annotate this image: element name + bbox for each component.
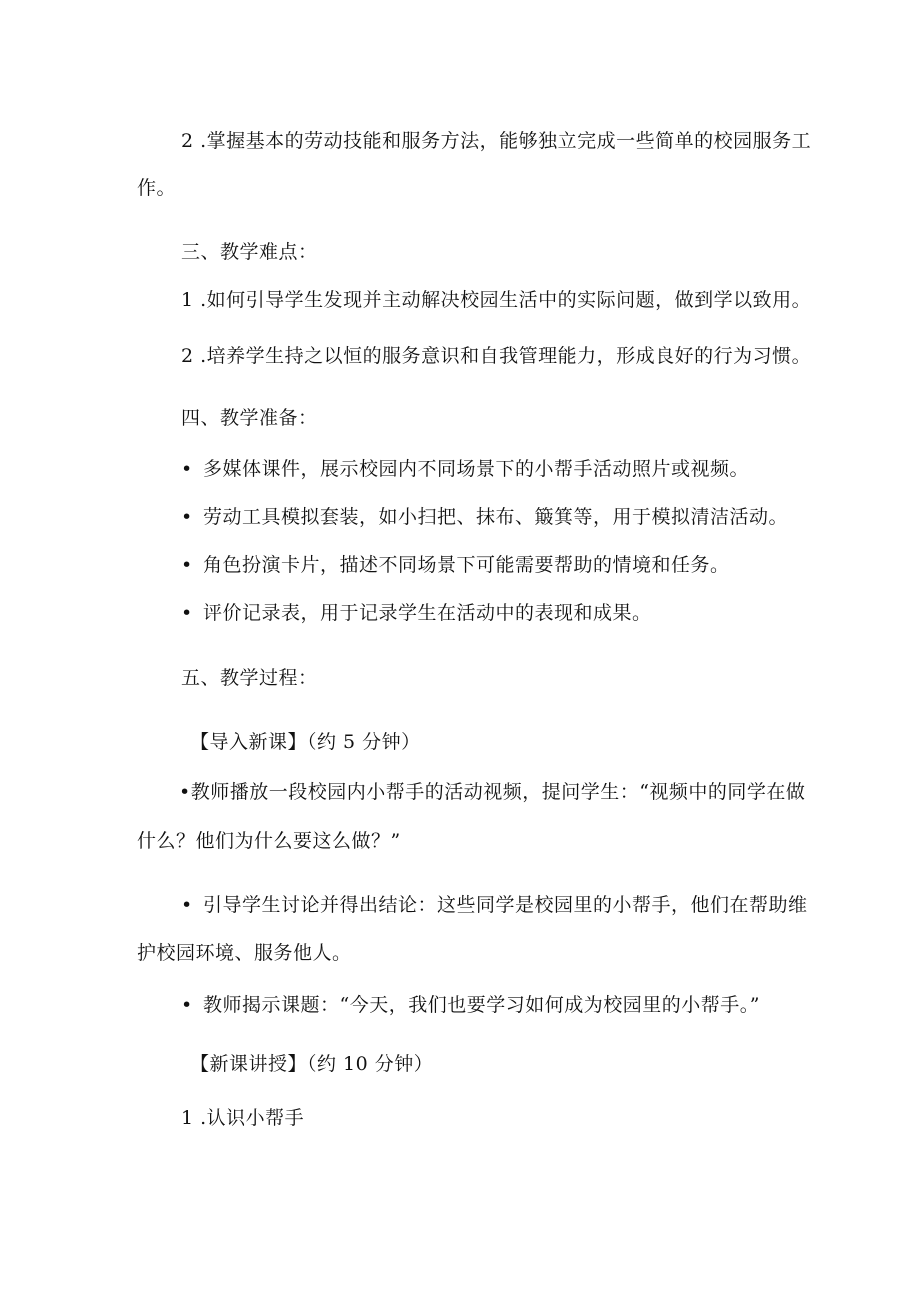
preparation-list-item xyxy=(181,601,652,625)
bullet-icon: • xyxy=(181,994,193,1016)
intro-paragraph-2-line-2: 护校园环境、服务他人。 xyxy=(137,942,352,964)
preparation-item-text: 劳动工具模拟套装，如小扫把、抹布、簸箕等，用于模拟清洁活动。 xyxy=(203,506,789,528)
preparation-item-text: 角色扮演卡片，描述不同场景下可能需要帮助的情境和任务。 xyxy=(203,554,730,576)
preparation-list-item xyxy=(181,553,730,577)
process-heading: 五、教学过程： xyxy=(181,667,318,689)
preparation-list-item xyxy=(181,457,749,481)
new-lesson-item-1: 1 .认识小帮手 xyxy=(181,1107,305,1129)
preparation-item-text: 评价记录表，用于记录学生在活动中的表现和成果。 xyxy=(203,602,652,624)
intro-paragraph-1-line-1: •教师播放一段校园内小帮手的活动视频，提问学生：“视频中的同学在做 xyxy=(179,781,806,803)
bullet-icon: • xyxy=(181,506,193,528)
difficulties-heading: 三、教学难点： xyxy=(181,241,318,263)
intro-paragraph-1-line-2: 什么？他们为什么要这么做？” xyxy=(137,830,401,852)
difficulty-item-2: 2 .培养学生持之以恒的服务意识和自我管理能力，形成良好的行为习惯。 xyxy=(181,345,812,367)
intro-section-title: 【导入新课】（约 5 分钟） xyxy=(190,731,421,753)
intro-paragraph-2-text: 引导学生讨论并得出结论：这些同学是校园里的小帮手，他们在帮助维 xyxy=(203,894,808,916)
new-lesson-section-title: 【新课讲授】（约 10 分钟） xyxy=(190,1053,434,1075)
intro-paragraph-2-line-1 xyxy=(181,893,808,917)
preparation-list-item xyxy=(181,505,788,529)
difficulty-item-1: 1 .如何引导学生发现并主动解决校园生活中的实际问题，做到学以致用。 xyxy=(181,289,812,311)
bullet-icon: • xyxy=(181,894,193,916)
bullet-icon: • xyxy=(181,602,193,624)
intro-paragraph-3 xyxy=(181,993,760,1017)
bullet-icon: • xyxy=(181,458,193,480)
preparation-item-text: 多媒体课件，展示校园内不同场景下的小帮手活动照片或视频。 xyxy=(203,458,750,480)
intro-paragraph-3-text: 教师揭示课题：“今天，我们也要学习如何成为校园里的小帮手。” xyxy=(203,994,760,1016)
goal-item-2-line-1: 2 .掌握基本的劳动技能和服务方法，能够独立完成一些简单的校园服务工 xyxy=(181,130,812,152)
goal-item-2-line-2: 作。 xyxy=(137,177,177,199)
preparation-heading: 四、教学准备： xyxy=(181,407,318,429)
bullet-icon: • xyxy=(181,554,193,576)
